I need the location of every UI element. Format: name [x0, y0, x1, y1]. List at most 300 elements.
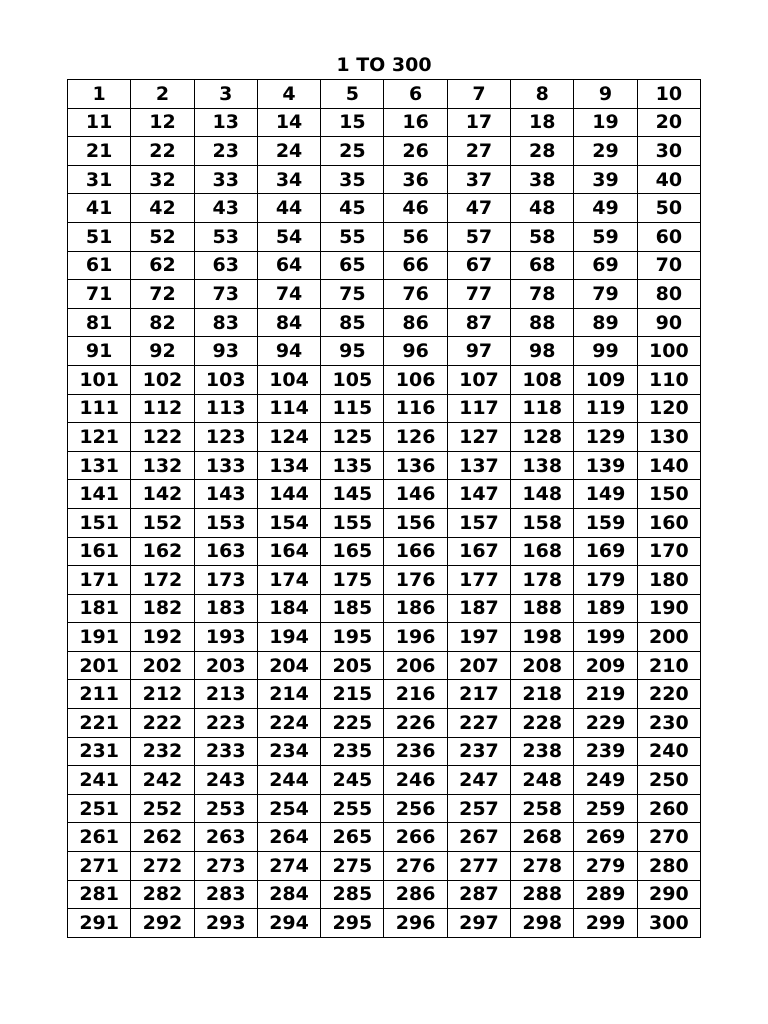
number-cell: 12 [131, 108, 194, 137]
number-cell: 137 [447, 451, 510, 480]
table-row [68, 308, 701, 337]
number-cell: 183 [194, 594, 257, 623]
number-cell: 213 [194, 680, 257, 709]
number-cell: 99 [574, 337, 637, 366]
number-cell: 166 [384, 537, 447, 566]
table-row [68, 365, 701, 394]
number-cell: 17 [447, 108, 510, 137]
number-cell: 201 [68, 651, 131, 680]
number-cell: 238 [511, 737, 574, 766]
number-cell: 217 [447, 680, 510, 709]
number-cell: 253 [194, 794, 257, 823]
number-cell: 185 [321, 594, 384, 623]
table-row [68, 251, 701, 280]
number-cell: 176 [384, 566, 447, 595]
number-cell: 136 [384, 451, 447, 480]
number-cell: 62 [131, 251, 194, 280]
table-row [68, 651, 701, 680]
number-cell: 3 [194, 80, 257, 109]
number-cell: 60 [637, 222, 700, 251]
table-row [68, 794, 701, 823]
number-cell: 7 [447, 80, 510, 109]
number-cell: 123 [194, 423, 257, 452]
number-cell: 27 [447, 137, 510, 166]
number-cell: 241 [68, 766, 131, 795]
number-cell: 122 [131, 423, 194, 452]
number-cell: 294 [257, 909, 320, 938]
number-cell: 196 [384, 623, 447, 652]
number-cell: 70 [637, 251, 700, 280]
number-cell: 82 [131, 308, 194, 337]
table-row [68, 880, 701, 909]
number-cell: 200 [637, 623, 700, 652]
number-cell: 111 [68, 394, 131, 423]
number-cell: 30 [637, 137, 700, 166]
number-cell: 95 [321, 337, 384, 366]
number-cell: 116 [384, 394, 447, 423]
number-cell: 236 [384, 737, 447, 766]
number-cell: 211 [68, 680, 131, 709]
table-row [68, 709, 701, 738]
number-cell: 86 [384, 308, 447, 337]
table-row [68, 451, 701, 480]
number-cell: 189 [574, 594, 637, 623]
number-cell: 118 [511, 394, 574, 423]
number-cell: 150 [637, 480, 700, 509]
number-cell: 280 [637, 852, 700, 881]
number-cell: 148 [511, 480, 574, 509]
number-cell: 227 [447, 709, 510, 738]
number-cell: 279 [574, 852, 637, 881]
number-cell: 228 [511, 709, 574, 738]
number-cell: 57 [447, 222, 510, 251]
number-grid-table [67, 79, 701, 938]
number-cell: 239 [574, 737, 637, 766]
number-cell: 1 [68, 80, 131, 109]
number-cell: 264 [257, 823, 320, 852]
number-cell: 156 [384, 508, 447, 537]
number-cell: 46 [384, 194, 447, 223]
number-cell: 162 [131, 537, 194, 566]
table-row [68, 423, 701, 452]
number-cell: 195 [321, 623, 384, 652]
number-cell: 257 [447, 794, 510, 823]
number-cell: 80 [637, 280, 700, 309]
number-cell: 230 [637, 709, 700, 738]
number-cell: 71 [68, 280, 131, 309]
table-row [68, 766, 701, 795]
table-row [68, 137, 701, 166]
number-cell: 263 [194, 823, 257, 852]
number-cell: 108 [511, 365, 574, 394]
number-cell: 194 [257, 623, 320, 652]
number-cell: 58 [511, 222, 574, 251]
number-cell: 63 [194, 251, 257, 280]
number-cell: 232 [131, 737, 194, 766]
number-cell: 106 [384, 365, 447, 394]
number-cell: 207 [447, 651, 510, 680]
number-cell: 297 [447, 909, 510, 938]
number-cell: 248 [511, 766, 574, 795]
number-cell: 249 [574, 766, 637, 795]
number-cell: 252 [131, 794, 194, 823]
number-cell: 277 [447, 852, 510, 881]
number-cell: 74 [257, 280, 320, 309]
table-row [68, 165, 701, 194]
number-cell: 289 [574, 880, 637, 909]
number-cell: 48 [511, 194, 574, 223]
number-cell: 87 [447, 308, 510, 337]
number-cell: 174 [257, 566, 320, 595]
number-cell: 131 [68, 451, 131, 480]
number-cell: 159 [574, 508, 637, 537]
number-cell: 180 [637, 566, 700, 595]
number-cell: 22 [131, 137, 194, 166]
number-cell: 158 [511, 508, 574, 537]
number-cell: 244 [257, 766, 320, 795]
number-cell: 274 [257, 852, 320, 881]
number-cell: 81 [68, 308, 131, 337]
number-cell: 223 [194, 709, 257, 738]
number-cell: 204 [257, 651, 320, 680]
number-cell: 75 [321, 280, 384, 309]
number-cell: 229 [574, 709, 637, 738]
number-cell: 250 [637, 766, 700, 795]
number-cell: 155 [321, 508, 384, 537]
table-row [68, 680, 701, 709]
number-cell: 153 [194, 508, 257, 537]
table-row [68, 80, 701, 109]
number-cell: 105 [321, 365, 384, 394]
number-cell: 164 [257, 537, 320, 566]
number-cell: 35 [321, 165, 384, 194]
number-cell: 83 [194, 308, 257, 337]
table-row [68, 480, 701, 509]
number-cell: 47 [447, 194, 510, 223]
number-cell: 216 [384, 680, 447, 709]
number-cell: 109 [574, 365, 637, 394]
number-cell: 101 [68, 365, 131, 394]
number-cell: 84 [257, 308, 320, 337]
table-row [68, 566, 701, 595]
number-cell: 281 [68, 880, 131, 909]
table-row [68, 594, 701, 623]
number-cell: 26 [384, 137, 447, 166]
table-row [68, 852, 701, 881]
table-row [68, 194, 701, 223]
number-cell: 143 [194, 480, 257, 509]
number-cell: 79 [574, 280, 637, 309]
number-cell: 133 [194, 451, 257, 480]
number-cell: 212 [131, 680, 194, 709]
number-cell: 15 [321, 108, 384, 137]
number-cell: 37 [447, 165, 510, 194]
number-cell: 175 [321, 566, 384, 595]
number-cell: 247 [447, 766, 510, 795]
number-cell: 124 [257, 423, 320, 452]
number-cell: 94 [257, 337, 320, 366]
number-cell: 167 [447, 537, 510, 566]
number-cell: 278 [511, 852, 574, 881]
number-cell: 259 [574, 794, 637, 823]
number-cell: 157 [447, 508, 510, 537]
number-cell: 98 [511, 337, 574, 366]
number-cell: 23 [194, 137, 257, 166]
number-cell: 235 [321, 737, 384, 766]
number-cell: 192 [131, 623, 194, 652]
number-cell: 139 [574, 451, 637, 480]
number-cell: 112 [131, 394, 194, 423]
number-cell: 145 [321, 480, 384, 509]
number-cell: 285 [321, 880, 384, 909]
number-cell: 146 [384, 480, 447, 509]
number-cell: 224 [257, 709, 320, 738]
number-cell: 76 [384, 280, 447, 309]
number-cell: 202 [131, 651, 194, 680]
table-row [68, 623, 701, 652]
number-cell: 59 [574, 222, 637, 251]
number-cell: 226 [384, 709, 447, 738]
number-cell: 219 [574, 680, 637, 709]
number-cell: 53 [194, 222, 257, 251]
number-cell: 120 [637, 394, 700, 423]
table-row [68, 537, 701, 566]
number-cell: 169 [574, 537, 637, 566]
number-cell: 92 [131, 337, 194, 366]
number-cell: 40 [637, 165, 700, 194]
number-cell: 44 [257, 194, 320, 223]
number-cell: 117 [447, 394, 510, 423]
number-cell: 269 [574, 823, 637, 852]
number-cell: 172 [131, 566, 194, 595]
number-cell: 24 [257, 137, 320, 166]
number-cell: 72 [131, 280, 194, 309]
number-cell: 149 [574, 480, 637, 509]
number-cell: 234 [257, 737, 320, 766]
number-cell: 110 [637, 365, 700, 394]
number-cell: 49 [574, 194, 637, 223]
number-cell: 68 [511, 251, 574, 280]
number-cell: 283 [194, 880, 257, 909]
number-cell: 209 [574, 651, 637, 680]
number-cell: 135 [321, 451, 384, 480]
number-cell: 102 [131, 365, 194, 394]
number-cell: 258 [511, 794, 574, 823]
number-cell: 275 [321, 852, 384, 881]
number-cell: 299 [574, 909, 637, 938]
number-cell: 125 [321, 423, 384, 452]
table-row [68, 280, 701, 309]
number-cell: 300 [637, 909, 700, 938]
number-cell: 147 [447, 480, 510, 509]
number-cell: 151 [68, 508, 131, 537]
number-cell: 104 [257, 365, 320, 394]
number-cell: 193 [194, 623, 257, 652]
number-cell: 28 [511, 137, 574, 166]
number-cell: 177 [447, 566, 510, 595]
number-cell: 130 [637, 423, 700, 452]
number-cell: 261 [68, 823, 131, 852]
number-cell: 295 [321, 909, 384, 938]
number-cell: 73 [194, 280, 257, 309]
number-cell: 186 [384, 594, 447, 623]
number-cell: 198 [511, 623, 574, 652]
number-cell: 199 [574, 623, 637, 652]
number-cell: 69 [574, 251, 637, 280]
number-cell: 287 [447, 880, 510, 909]
table-row [68, 222, 701, 251]
number-cell: 103 [194, 365, 257, 394]
number-cell: 96 [384, 337, 447, 366]
number-cell: 29 [574, 137, 637, 166]
number-cell: 296 [384, 909, 447, 938]
number-cell: 34 [257, 165, 320, 194]
number-cell: 129 [574, 423, 637, 452]
number-cell: 237 [447, 737, 510, 766]
number-cell: 210 [637, 651, 700, 680]
number-cell: 13 [194, 108, 257, 137]
number-cell: 267 [447, 823, 510, 852]
number-cell: 220 [637, 680, 700, 709]
number-cell: 36 [384, 165, 447, 194]
number-cell: 51 [68, 222, 131, 251]
number-cell: 97 [447, 337, 510, 366]
number-cell: 170 [637, 537, 700, 566]
number-cell: 233 [194, 737, 257, 766]
number-cell: 173 [194, 566, 257, 595]
number-cell: 121 [68, 423, 131, 452]
number-cell: 245 [321, 766, 384, 795]
number-cell: 134 [257, 451, 320, 480]
number-cell: 266 [384, 823, 447, 852]
number-cell: 270 [637, 823, 700, 852]
table-row [68, 737, 701, 766]
number-cell: 161 [68, 537, 131, 566]
number-cell: 43 [194, 194, 257, 223]
number-cell: 251 [68, 794, 131, 823]
number-grid-body [68, 80, 701, 938]
number-cell: 184 [257, 594, 320, 623]
number-cell: 9 [574, 80, 637, 109]
number-cell: 89 [574, 308, 637, 337]
number-cell: 284 [257, 880, 320, 909]
number-cell: 255 [321, 794, 384, 823]
number-cell: 165 [321, 537, 384, 566]
number-cell: 265 [321, 823, 384, 852]
number-cell: 246 [384, 766, 447, 795]
number-cell: 25 [321, 137, 384, 166]
number-cell: 18 [511, 108, 574, 137]
number-cell: 178 [511, 566, 574, 595]
table-row [68, 108, 701, 137]
number-cell: 282 [131, 880, 194, 909]
number-cell: 38 [511, 165, 574, 194]
number-cell: 163 [194, 537, 257, 566]
number-cell: 242 [131, 766, 194, 795]
number-cell: 160 [637, 508, 700, 537]
number-cell: 78 [511, 280, 574, 309]
number-cell: 168 [511, 537, 574, 566]
number-cell: 197 [447, 623, 510, 652]
number-cell: 2 [131, 80, 194, 109]
number-cell: 286 [384, 880, 447, 909]
number-cell: 66 [384, 251, 447, 280]
number-cell: 188 [511, 594, 574, 623]
number-cell: 181 [68, 594, 131, 623]
number-cell: 293 [194, 909, 257, 938]
number-cell: 243 [194, 766, 257, 795]
number-cell: 191 [68, 623, 131, 652]
number-cell: 214 [257, 680, 320, 709]
number-cell: 54 [257, 222, 320, 251]
number-cell: 179 [574, 566, 637, 595]
number-cell: 90 [637, 308, 700, 337]
number-cell: 93 [194, 337, 257, 366]
number-cell: 182 [131, 594, 194, 623]
number-cell: 4 [257, 80, 320, 109]
number-cell: 138 [511, 451, 574, 480]
number-cell: 225 [321, 709, 384, 738]
number-cell: 50 [637, 194, 700, 223]
number-cell: 31 [68, 165, 131, 194]
number-cell: 128 [511, 423, 574, 452]
number-cell: 290 [637, 880, 700, 909]
number-cell: 20 [637, 108, 700, 137]
number-cell: 260 [637, 794, 700, 823]
number-cell: 292 [131, 909, 194, 938]
number-cell: 64 [257, 251, 320, 280]
number-cell: 187 [447, 594, 510, 623]
number-cell: 206 [384, 651, 447, 680]
number-cell: 14 [257, 108, 320, 137]
number-cell: 65 [321, 251, 384, 280]
number-cell: 114 [257, 394, 320, 423]
number-cell: 113 [194, 394, 257, 423]
number-cell: 140 [637, 451, 700, 480]
number-cell: 19 [574, 108, 637, 137]
number-cell: 32 [131, 165, 194, 194]
number-cell: 141 [68, 480, 131, 509]
number-cell: 91 [68, 337, 131, 366]
table-row [68, 337, 701, 366]
number-cell: 85 [321, 308, 384, 337]
number-cell: 52 [131, 222, 194, 251]
number-cell: 33 [194, 165, 257, 194]
number-cell: 142 [131, 480, 194, 509]
number-cell: 21 [68, 137, 131, 166]
number-cell: 152 [131, 508, 194, 537]
table-row [68, 508, 701, 537]
number-cell: 115 [321, 394, 384, 423]
number-cell: 254 [257, 794, 320, 823]
page-title: 1 TO 300 [336, 54, 432, 76]
number-cell: 45 [321, 194, 384, 223]
number-cell: 42 [131, 194, 194, 223]
number-cell: 61 [68, 251, 131, 280]
number-cell: 77 [447, 280, 510, 309]
number-cell: 256 [384, 794, 447, 823]
number-cell: 154 [257, 508, 320, 537]
number-cell: 271 [68, 852, 131, 881]
number-cell: 8 [511, 80, 574, 109]
number-cell: 215 [321, 680, 384, 709]
number-cell: 298 [511, 909, 574, 938]
number-cell: 10 [637, 80, 700, 109]
number-cell: 107 [447, 365, 510, 394]
number-cell: 190 [637, 594, 700, 623]
number-cell: 221 [68, 709, 131, 738]
number-cell: 231 [68, 737, 131, 766]
